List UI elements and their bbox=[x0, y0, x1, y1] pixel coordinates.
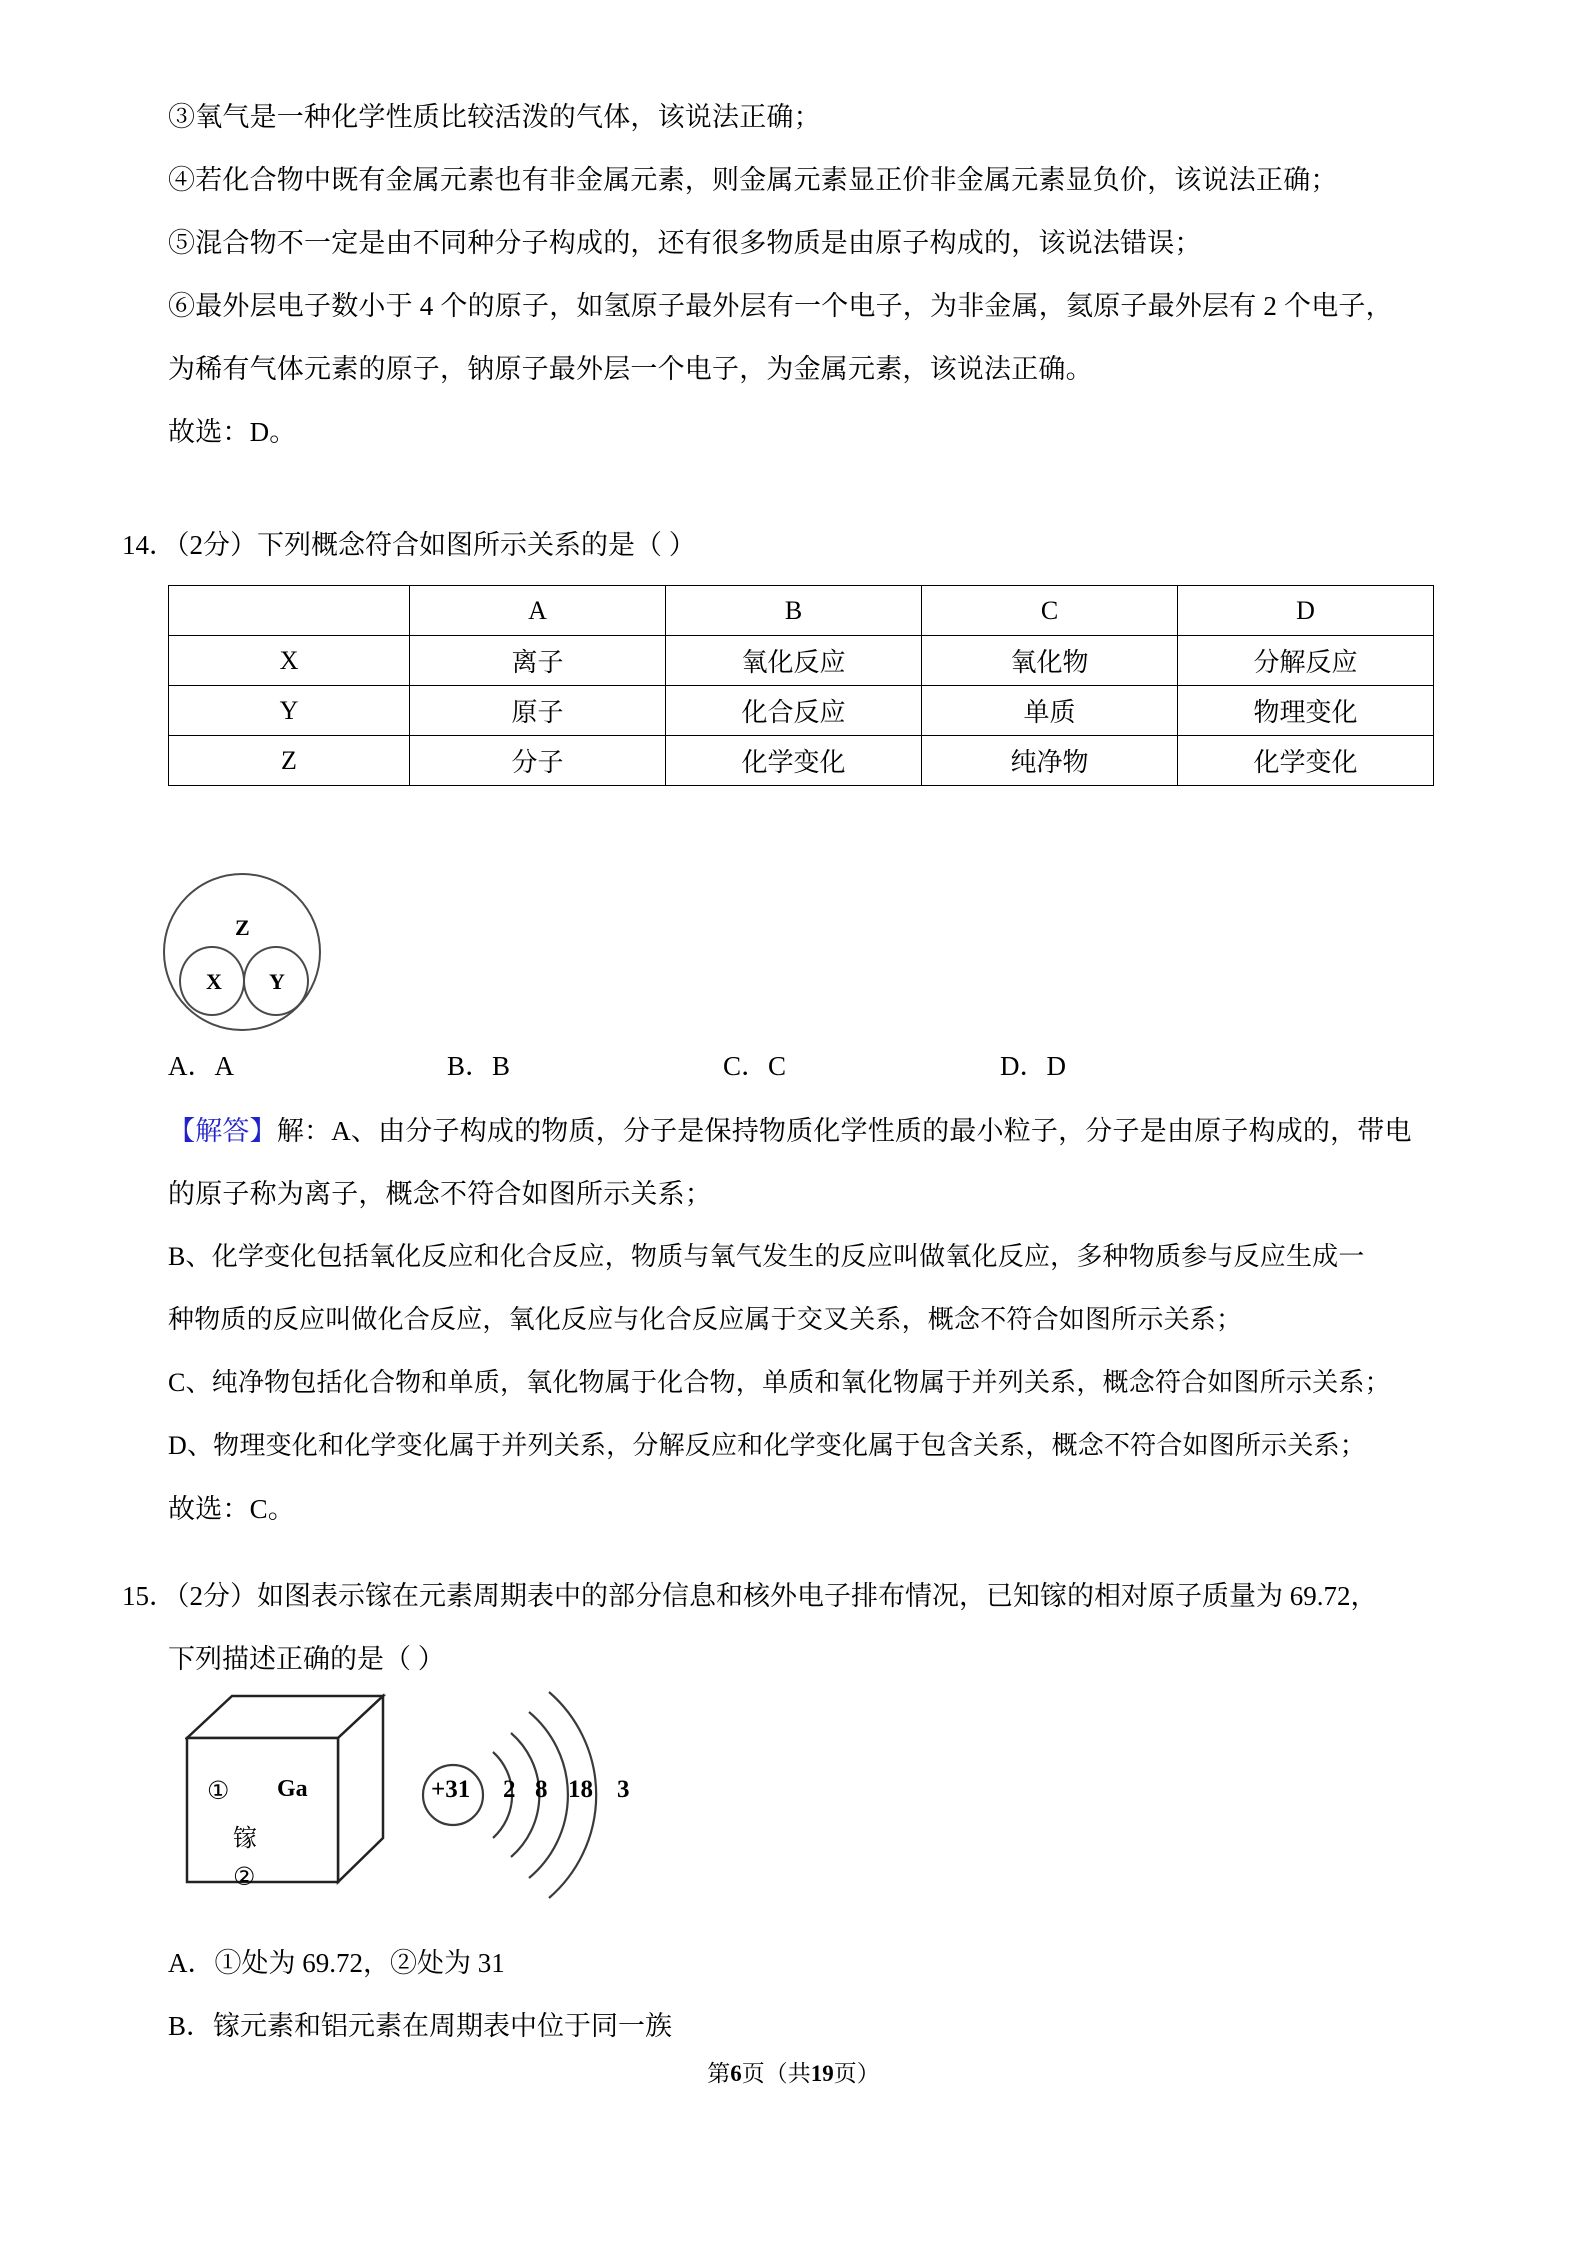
q14-choice-c-key: C． bbox=[723, 1051, 769, 1081]
gallium-figure bbox=[185, 1690, 705, 1905]
q14-solution-text-1: 解：A、由分子构成的物质，分子是保持物质化学性质的最小粒子，分子是由原子构成的，带电 bbox=[276, 1116, 1412, 1146]
table-header-cell-0 bbox=[169, 586, 410, 636]
q14-choice-c[interactable] bbox=[723, 1044, 786, 1083]
q13-line-5: ⑤混合物不一定是由不同种分子构成的，还有很多物质是由原子构成的，该说法错误； bbox=[168, 228, 1202, 258]
q15-choice-a-text: ①处为 69.72，②处为 31 bbox=[214, 1948, 505, 1978]
q14-solution-line-5: C、纯净物包括化合物和单质，氧化物属于化合物，单质和氧化物属于并列关系，概念符合如图所示关系； bbox=[168, 1368, 1391, 1397]
row-z-col-d: 化学变化 bbox=[1178, 736, 1434, 786]
q14-choice-b-key: B． bbox=[447, 1051, 493, 1081]
cube-marker-1: ① bbox=[207, 1776, 230, 1805]
footer-total-pages: 19 bbox=[810, 2061, 834, 2086]
atom-shell-1-count: 2 bbox=[503, 1776, 516, 1803]
q14-choice-a-text: A bbox=[214, 1051, 234, 1081]
q15-dot: ． bbox=[149, 1581, 176, 1611]
row-z-col-c: 纯净物 bbox=[922, 736, 1178, 786]
table-row bbox=[169, 686, 1434, 736]
venn-label-z: Z bbox=[235, 915, 250, 940]
page-footer bbox=[0, 2055, 1587, 2088]
table-row bbox=[169, 736, 1434, 786]
q14-points: （2分） bbox=[176, 530, 257, 560]
q14-choice-d-key: D． bbox=[1000, 1051, 1047, 1081]
row-x-col-c: 氧化物 bbox=[922, 636, 1178, 686]
table-header-cell-A: A bbox=[410, 586, 666, 636]
concept-table bbox=[168, 585, 1434, 786]
q14-number: 14 bbox=[122, 530, 149, 560]
q14-solution-line-4: 种物质的反应叫做化合反应，氧化反应与化合反应属于交叉关系，概念不符合如图所示关系； bbox=[168, 1305, 1243, 1334]
q14-stem-text: 下列概念符合如图所示关系的是 bbox=[257, 530, 635, 560]
q13-line-6b: 为稀有气体元素的原子，钠原子最外层一个电子，为金属元素，该说法正确。 bbox=[168, 354, 1093, 384]
q14-solution-answer: 故选：C。 bbox=[168, 1494, 296, 1524]
atom-nucleus-charge: +31 bbox=[431, 1776, 471, 1803]
cube-element-symbol: Ga bbox=[277, 1776, 308, 1802]
solution-tag: 【解答】 bbox=[168, 1116, 277, 1146]
table-header-cell-B: B bbox=[666, 586, 922, 636]
atom-shell-2-count: 8 bbox=[535, 1776, 548, 1803]
cube-element-chinese-name: 镓 bbox=[233, 1826, 257, 1852]
footer-mid: 页（共 bbox=[741, 2061, 811, 2086]
row-z-col-b: 化学变化 bbox=[666, 736, 922, 786]
row-x-col-b: 氧化反应 bbox=[666, 636, 922, 686]
q14-solution-line-6: D、物理变化和化学变化属于并列关系，分解反应和化学变化属于包含关系，概念不符合如图所示关系； bbox=[168, 1431, 1366, 1460]
q13-answer-line: 故选：D。 bbox=[168, 417, 297, 447]
q15-choice-a-key: A． bbox=[168, 1948, 215, 1978]
footer-prefix: 第 bbox=[707, 2061, 731, 2086]
row-z-label: Z bbox=[169, 736, 410, 786]
venn-label-y: Y bbox=[269, 969, 285, 994]
row-x-label: X bbox=[169, 636, 410, 686]
q13-line-3: ③氧气是一种化学性质比较活泼的气体，该说法正确； bbox=[168, 102, 821, 132]
q15-choice-b[interactable] bbox=[168, 2004, 672, 2043]
row-y-col-a: 原子 bbox=[410, 686, 666, 736]
q14-dot: ． bbox=[149, 530, 176, 560]
venn-diagram bbox=[163, 873, 329, 1039]
table-row bbox=[169, 636, 1434, 686]
question-15-stem-line2: 下列描述正确的是（ ） bbox=[168, 1644, 445, 1674]
q15-choice-b-text: 镓元素和铝元素在周期表中位于同一族 bbox=[213, 2011, 673, 2041]
q14-choice-d[interactable] bbox=[1000, 1044, 1066, 1083]
q13-line-6: ⑥最外层电子数小于 4 个的原子，如氢原子最外层有一个电子，为非金属，氦原子最外层有 2 个电子， bbox=[168, 291, 1393, 321]
row-z-col-a: 分子 bbox=[410, 736, 666, 786]
cube-marker-2: ② bbox=[233, 1862, 256, 1891]
q15-points: （2分） bbox=[176, 1581, 257, 1611]
table-header-cell-D: D bbox=[1178, 586, 1434, 636]
row-x-col-d: 分解反应 bbox=[1178, 636, 1434, 686]
table-header-row bbox=[169, 586, 1434, 636]
footer-suffix: 页） bbox=[833, 2061, 880, 2086]
q14-choice-b-text: B bbox=[492, 1051, 511, 1081]
q15-choice-a[interactable] bbox=[168, 1941, 505, 1980]
q14-choice-d-text: D bbox=[1046, 1051, 1066, 1081]
q15-stem-text-1: 如图表示镓在元素周期表中的部分信息和核外电子排布情况，已知镓的相对原子质量为 69.72， bbox=[257, 1581, 1378, 1611]
q14-solution-line-3: B、化学变化包括氧化反应和化合反应，物质与氧气发生的反应叫做氧化反应，多种物质参与反应生成一 bbox=[168, 1242, 1365, 1271]
question-15-stem-line1 bbox=[122, 1574, 1378, 1613]
q15-number: 15 bbox=[122, 1581, 149, 1611]
question-14-stem bbox=[122, 523, 696, 562]
row-y-label: Y bbox=[169, 686, 410, 736]
row-y-col-c: 单质 bbox=[922, 686, 1178, 736]
footer-page-number: 6 bbox=[730, 2061, 742, 2086]
row-y-col-b: 化合反应 bbox=[666, 686, 922, 736]
q14-choice-a-key: A． bbox=[168, 1051, 215, 1081]
row-x-col-a: 离子 bbox=[410, 636, 666, 686]
atom-shell-3-count: 18 bbox=[568, 1776, 593, 1803]
q13-line-4: ④若化合物中既有金属元素也有非金属元素，则金属元素显正价非金属元素显负价，该说法正确； bbox=[168, 165, 1338, 195]
q14-solution-line-1 bbox=[168, 1118, 1412, 1145]
row-y-col-d: 物理变化 bbox=[1178, 686, 1434, 736]
venn-label-x: X bbox=[206, 969, 222, 994]
q14-bracket: （ ） bbox=[635, 530, 696, 560]
q14-choice-c-text: C bbox=[768, 1051, 787, 1081]
q15-choice-b-key: B． bbox=[168, 2011, 214, 2041]
table-header-cell-C: C bbox=[922, 586, 1178, 636]
q14-solution-line-2: 的原子称为离子，概念不符合如图所示关系； bbox=[168, 1179, 712, 1209]
q14-choice-a[interactable] bbox=[168, 1044, 234, 1083]
atom-shell-4-count: 3 bbox=[617, 1776, 630, 1803]
q14-choice-b[interactable] bbox=[447, 1044, 510, 1083]
